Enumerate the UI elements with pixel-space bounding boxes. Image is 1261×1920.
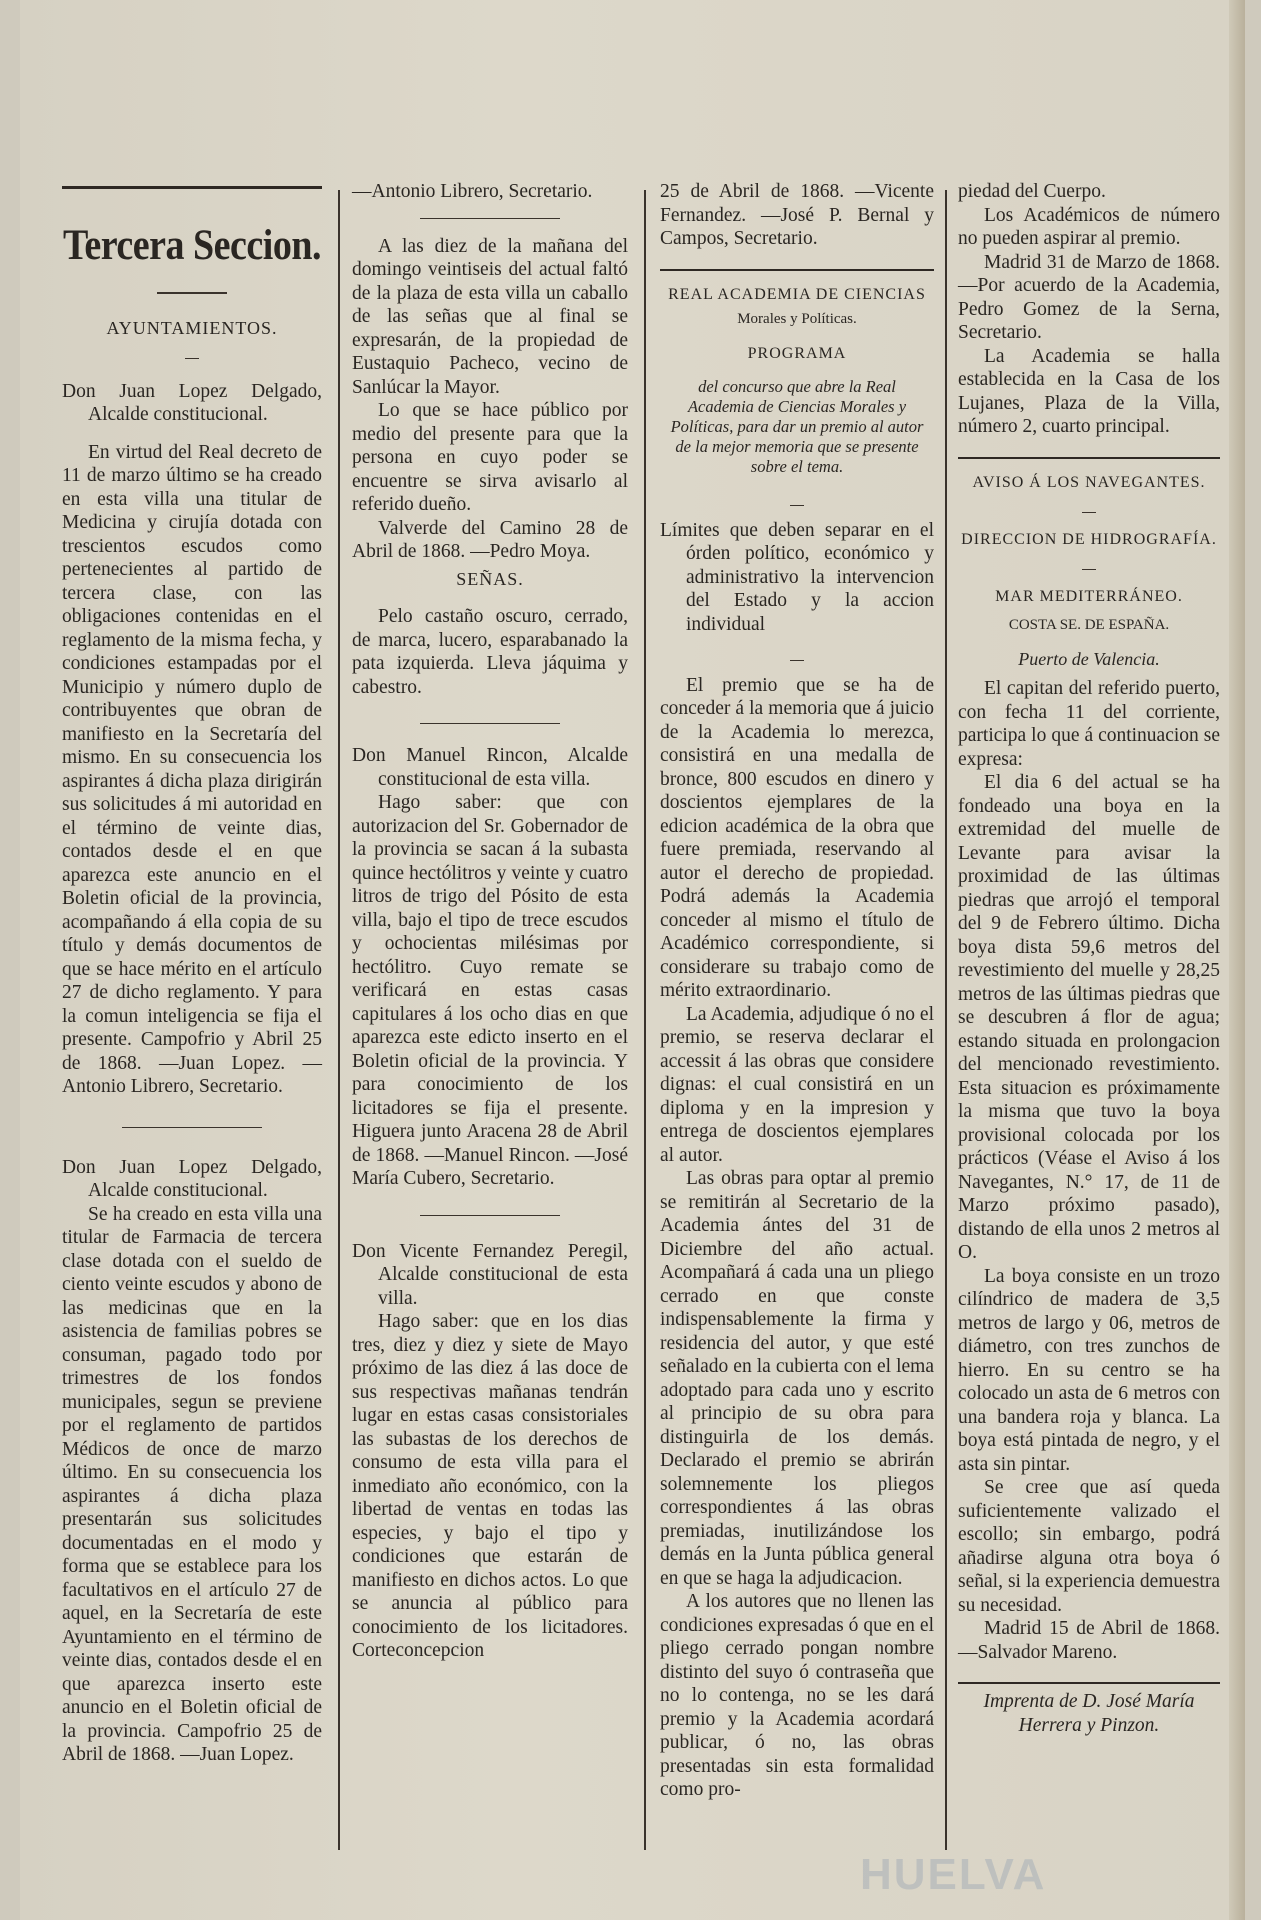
continued-text: 25 de Abril de 1868. —Vicente Fernandez. —José P. Bernal y Campos, Secretario.	[660, 181, 934, 249]
notice-body: Hago saber: que en los dias tres, diez y diez y siete de Mayo próximo de las diez á las doce de sus respectivas mañanas tendrán lugar en estas casas consistoriales las subastas de los derechos de consumo de esta villa para el inmediato año económico, con la libertad de ventas en todas las especies, y bajo el tipo y condiciones que estarán de manifiesto en dichos actos. Lo que se anuncia al público para conocimiento de los licitadores. Corteconcepcion	[352, 1311, 628, 1661]
continued-text: piedad del Cuerpo.	[958, 181, 1106, 202]
dash-separator	[660, 644, 934, 668]
programa-description: del concurso que abre la Real Academia de Ciencias Morales y Políticas, para dar un premio al autor de la mejor memoria que se presente sobre el tema.	[670, 377, 924, 476]
tema-text: Límites que deben separar en el órden político, económico y administrativo la intervencion del Estado y la accion individual	[660, 519, 934, 635]
costa-heading: COSTA SE. DE ESPAÑA.	[1008, 617, 1170, 633]
mar-heading: MAR MEDITERRÁNEO.	[995, 587, 1183, 605]
column-divider	[945, 190, 947, 1850]
notice-body: Se ha creado en esta villa una titular de Farmacia de tercera clase dotada con el sueldo de ciento veinte escudos y abono de las medicinas que en la asistencia de familias pobres se consuman, pagado todo por trimestres de los fondos municipales, segun se previene por el reglamento de partidos Médicos de once de marzo último. En su consecuencia los aspirantes á dicha plaza presentarán sus solicitudes documentadas en el modo y forma que se establece para los facultativos en el artículo 27 de aquel, en la Secretaría de este Ayuntamiento en el término de veinte dias, contados desde el en que aparezca inserto este anuncio en el Boletin oficial de la provincia. Campofrio 25 de Abril de 1868. —Juan Lopez.	[62, 1203, 322, 1765]
notice-body: En virtud del Real decreto de 11 de marzo último se ha creado en esta villa una titular de Medicina y cirujía dotada con trescientos escudos como pertenecientes al partido de tercera clase, con las obligaciones contenidas en el reglamento de la misma fecha, y condiciones estampadas por el Municipio y número duplo de contribuyentes que obran de manifiesto en la Secretaría del mismo. En su consecuencia los aspirantes á dicha plaza dirigirán sus solicitudes á mi autoridad en el término de veinte dias, contados desde el en que aparezca este anuncio en el Boletin oficial de la provincia, acompañando á ella copia de su título y demás documentos de que se hace mérito en el artículo 27 de dicho reglamento. Y para la comun inteligencia se fija el presente. Campofrio y Abril 25 de 1868. —Juan Lopez. —Antonio Librero, Secretario.	[62, 441, 322, 1097]
academy-title: REAL ACADEMIA DE CIENCIAS	[668, 285, 926, 303]
puerto-heading: Puerto de Valencia.	[1018, 648, 1160, 669]
notice-body: A las diez de la mañana del domingo veintiseis del actual faltó de la plaza de esta villa un caballo de las señas que al final se expresarán, de la propiedad de Eustaquio Pacheco, vecino de Sanlúcar la Mayor.	[352, 235, 628, 398]
column-3	[660, 180, 934, 1802]
imprenta-footer: Imprenta de D. José María Herrera y Pinzon.	[958, 1682, 1220, 1737]
archive-watermark: HUELVA	[860, 1850, 1047, 1899]
academy-paragraph: La Academia se halla establecida en la Casa de los Lujanes, Plaza de la Villa, número 2, cuarto principal.	[958, 345, 1220, 437]
senas-text: Pelo castaño oscuro, cerrado, de marca, lucero, esparabanado la pata izquierda. Lleva jáquima y cabestro.	[352, 606, 628, 698]
separator-rule	[122, 1127, 262, 1128]
academy-subtitle: Morales y Políticas.	[737, 311, 857, 327]
dash-separator	[62, 342, 322, 366]
notice-body: Hago saber: que con autorizacion del Sr. Gobernador de la provincia se sacan á la subasta quince hectólitros y veinte y cuatro litros de trigo del Pósito de esta villa, bajo el tipo de trece escudos y ochocientas milésimas por hectólitro. Cuyo remate se verificará en estas casas capitulares á los ocho dias en que aparezca este edicto inserto en el Boletin oficial de la provincia. Y para conocimiento de los licitadores se fija el presente. Higuera junto Aracena 28 de Abril de 1868. —Manuel Rincon. —José María Cubero, Secretario.	[352, 792, 628, 1189]
academy-paragraph: Madrid 31 de Marzo de 1868. —Por acuerdo de la Academia, Pedro Gomez de la Serna, Secretario.	[958, 251, 1220, 343]
separator-rule	[420, 218, 560, 219]
notice-signer: Don Manuel Rincon, Alcalde constitucional de esta villa.	[352, 745, 628, 790]
programa-paragraph: La Academia, adjudique ó no el premio, se reserva declarar el accessit á las obras que considere dignas: el cual consistirá en un diploma y en la impresion y entrega de doscientos ejemplares al autor.	[660, 1003, 934, 1166]
notice-body: Lo que se hace público por medio del presente para que la persona en cuyo poder se encuentre se sirva avisarlo al referido dueño.	[352, 400, 628, 515]
separator-rule	[420, 1215, 560, 1216]
aviso-signature: Madrid 15 de Abril de 1868. —Salvador Mareno.	[958, 1618, 1220, 1663]
column-1	[62, 180, 322, 1767]
column-4	[958, 180, 1220, 1737]
column-divider	[644, 190, 646, 1850]
aviso-heading: AVISO Á LOS NAVEGANTES.	[972, 473, 1206, 491]
top-rule	[62, 186, 322, 189]
aviso-paragraph: Se cree que así queda suficientemente valizado el escollo; sin embargo, podrá añadirse alguna otra boya ó señal, si la experiencia demuestra su necesidad.	[958, 1477, 1220, 1616]
programa-heading: PROGRAMA	[747, 344, 847, 362]
page-edge	[1229, 0, 1245, 1920]
heavy-rule	[660, 269, 934, 271]
aviso-paragraph: La boya consiste en un trozo cilíndrico de madera de 3,5 metros de largo y 06, metros de diámetro, con tres zunchos de hierro. En su centro se ha colocado un asta de 6 metros con una bandera roja y blanca. La boya está pintada de negro, y el asta sin pintar.	[958, 1265, 1220, 1475]
programa-paragraph: El premio que se ha de conceder á la memoria que á juicio de la Academia lo merezca, consistirá en una medalla de bronce, 800 escudos en dinero y doscientos ejemplares de la edicion académica de la obra que fuere premiada, reservando al autor el derecho de propiedad. Podrá además la Academia conceder al mismo el título de Académico correspondiente, si considerare su trabajo como de mérito extraordinario.	[660, 674, 934, 1001]
dash-separator	[660, 489, 934, 513]
ornament-rule	[62, 277, 322, 301]
notice-signature: Valverde del Camino 28 de Abril de 1868. —Pedro Moya.	[352, 517, 628, 562]
notice-signer: Don Juan Lopez Delgado, Alcalde constitucional.	[62, 380, 322, 425]
senas-heading: SEÑAS.	[456, 568, 524, 589]
programa-paragraph: A los autores que no llenen las condiciones expresadas ó que en el pliego cerrado pongan nombre distinto del suyo ó contraseña que no lo contenga, no se les dará premio y la Academia acordará publicar, ó no, las obras presentadas sin esta formalidad como pro-	[660, 1591, 934, 1800]
dash-separator	[958, 553, 1220, 577]
section-heading: AYUNTAMIENTOS.	[106, 317, 278, 338]
continued-text: —Antonio Librero, Secretario.	[352, 181, 593, 202]
notice-signer: Don Vicente Fernandez Peregil, Alcalde constitucional de esta villa.	[352, 1240, 628, 1309]
aviso-paragraph: El capitan del referido puerto, con fecha 11 del corriente, participa lo que á continuacion se expresa:	[958, 678, 1220, 770]
column-divider	[338, 190, 340, 1850]
programa-paragraph: Las obras para optar al premio se remitirán al Secretario de la Academia ántes del 31 de Diciembre del año actual. Acompañará á cada una un pliego cerrado en que conste indispensablemente la firma y residencia del autor, y que esté señalado en la cubierta con el lema adoptado para cada uno y escrito al principio de su obra para distinguirla de los demás. Declarado el premio se abrirán solemnemente los pliegos correspondientes á las obras premiadas, inutilizándose los demás en la Junta pública general en que se haga la adjudicacion.	[660, 1168, 934, 1589]
heavy-rule	[958, 457, 1220, 459]
direccion-heading: DIRECCION DE HIDROGRAFÍA.	[961, 530, 1217, 548]
section-title: Tercera Seccion.	[63, 220, 321, 270]
separator-rule	[420, 723, 560, 724]
notice-signer: Don Juan Lopez Delgado, Alcalde constitucional.	[62, 1156, 322, 1201]
aviso-paragraph: El dia 6 del actual se ha fondeado una boya en la extremidad del muelle de Levante para avisar la proximidad de las últimas piedras que arrojó el temporal del 9 de Febrero último. Dicha boya dista 59,6 metros del revestimiento del muelle y 28,25 metros de las últimas piedras que se descubren á flor de agua; estando situada en prolongacion del mencionado revestimiento. Esta situacion es próximamente la misma que tuvo la boya provisional colocada por los prácticos (Véase el Aviso á los Navegantes, N.° 17, de 11 de Marzo próximo pasado), distando de ella unos 2 metros al O.	[958, 772, 1220, 1263]
column-2	[352, 180, 628, 1663]
dash-separator	[958, 496, 1220, 520]
academy-paragraph: Los Académicos de número no pueden aspirar al premio.	[958, 204, 1220, 249]
